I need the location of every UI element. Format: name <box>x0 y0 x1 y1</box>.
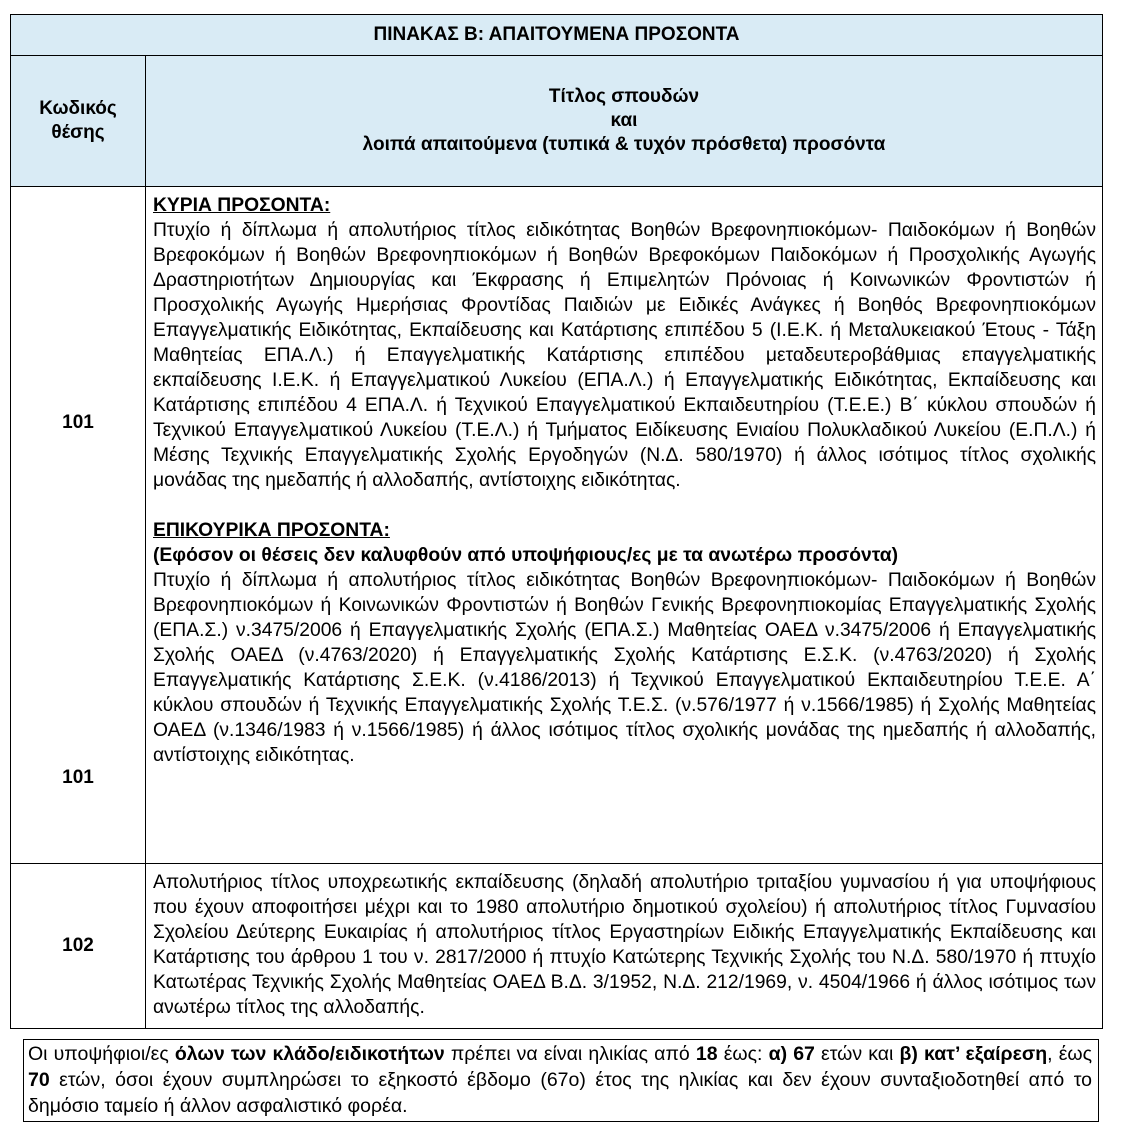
qualifications-table <box>10 14 1103 1029</box>
note-emphasis: όλων των κλάδο/ειδικοτήτων <box>174 1043 445 1065</box>
note-text: , έως <box>1047 1043 1093 1065</box>
age-requirement-note <box>23 1039 1099 1122</box>
note-emphasis: 70 <box>28 1069 50 1091</box>
table-title: ΠΙΝΑΚΑΣ Β: ΑΠΑΙΤΟΥΜΕΝΑ ΠΡΟΣΟΝΤΑ <box>11 15 1103 56</box>
note-text: πρέπει να είναι ηλικίας από <box>444 1043 696 1065</box>
note-emphasis: α) 67 <box>768 1043 815 1065</box>
header-qualification-title <box>146 56 1103 187</box>
note-text: ετών, όσοι έχουν συμπληρώσει το εξηκοστό έβδομο (67ο) έτος της ηλικίας και δεν έχουν συνταξιοδοτηθεί από το δημόσιο ταμείο ή άλλον ασφαλιστικό φορέα. <box>28 1069 1092 1117</box>
note-text: Οι υποψήφιοι/ες <box>28 1043 175 1065</box>
position-code-main: 101 <box>62 412 94 433</box>
header-title-line2: και <box>610 110 638 131</box>
qualification-content-cell <box>146 187 1103 864</box>
table-row <box>11 187 1103 864</box>
note-emphasis: β) κατ’ εξαίρεση <box>899 1043 1048 1065</box>
note-text: έως: <box>717 1043 769 1065</box>
aux-qualifications-condition: (Εφόσον οι θέσεις δεν καλυφθούν από υποψήφιους/ες με τα ανωτέρω προσόντα) <box>153 545 899 566</box>
note-text: ετών και <box>814 1043 900 1065</box>
table-row <box>11 864 1103 1029</box>
qualification-content-cell: Απολυτήριος τίτλος υποχρεωτικής εκπαίδευσης (δηλαδή απολυτήριο τριταξίου γυμνασίου ή για υποψήφιους που έχουν αποφοιτήσει μέχρι και το 1980 απολυτήριο δημοτικού σχολείου) ή απολυτήριος τίτλος Γυμνασίου Σχολείου Δεύτερης Ευκαιρίας ή απολυτήριος τίτλος Εργαστηρίων Ειδικής Επαγγελματικής Εκπαίδευσης και Κατάρτισης του άρθρου 1 του ν. 2817/2000 ή πτυχίο Κατώτερης Τεχνικής Σχολής του Ν.Δ. 580/1970 ή πτυχίο Κατωτέρας Τεχνικής Σχολής Μαθητείας ΟΑΕΔ Β.Δ. 3/1952, Ν.Δ. 212/1969, ν. 4504/1966 ή άλλος ισότιμος των ανωτέρω τίτλος της αλλοδαπής. <box>146 864 1103 1029</box>
note-emphasis: 18 <box>695 1043 718 1065</box>
position-code-cell: 102 <box>11 864 146 1029</box>
position-code-aux: 101 <box>62 767 94 788</box>
header-code-line2: θέσης <box>51 122 105 143</box>
main-qualifications-text: Πτυχίο ή δίπλωμα ή απολυτήριος τίτλος ειδικότητας Βοηθών Βρεφονηπιοκόμων- Παιδοκόμων ή Βοηθών Βρεφοκόμων ή Βοηθών Βρεφονηπιοκόμων ή Βοηθών Βρεφοκόμων Παιδοκόμων ή Προσχολικής Αγωγής Δραστηριοτήτων Δημιουργίας και Έκφρασης ή Επιμελητών Πρόνοιας ή Κοινωνικών Φροντιστών ή Προσχολικής Αγωγής Ημερήσιας Φροντίδας Παιδιών με Ειδικές Ανάγκες ή Βοηθός Βρεφονηπιοκόμων Επαγγελματικής Ειδικότητας, Εκπαίδευσης και Κατάρτισης επιπέδου 5 (Ι.Ε.Κ. ή Μεταλυκειακού Έτους - Τάξη Μαθητείας ΕΠΑ.Λ.) ή Επαγγελματικής Κατάρτισης επιπέδου μεταδευτεροβάθμιας επαγγελματικής εκπαίδευσης Ι.Ε.Κ. ή Επαγγελματικού Λυκείου (ΕΠΑ.Λ.) ή Επαγγελματικής Ειδικότητας, Εκπαίδευσης και Κατάρτισης επιπέδου 4 ΕΠΑ.Λ. ή Τεχνικού Επαγγελματικού Εκπαιδευτηρίου (Τ.Ε.Ε.) Β΄ κύκλου σπουδών ή Τεχνικού Επαγγελματικού Λυκείου (Τ.Ε.Λ.) ή Τμήματος Ειδίκευσης Ενιαίου Πολυκλαδικού Λυκείου (Ε.Π.Λ.) ή Μέσης Τεχνικής Επαγγελματικής Σχολής Εργοδηγών (Ν.Δ. 580/1970) ή άλλος ισότιμος τίτλος σχολικής μονάδας της ημεδαπής ή αλλοδαπής, αντίστοιχης ειδικότητας. <box>153 220 1096 491</box>
header-title-line1: Τίτλος σπουδών <box>548 86 700 107</box>
aux-qualifications-text: Πτυχίο ή δίπλωμα ή απολυτήριος τίτλος ειδικότητας Βοηθών Βρεφονηπιοκόμων- Παιδοκόμων ή Βοηθών Βρεφονηπιοκόμων ή Κοινωνικών Φροντιστών ή Βοηθών Γενικής Βρεφονηπιοκομίας Επαγγελματικής Σχολής (ΕΠΑ.Σ.) ν.3475/2006 ή Επαγγελματικής Σχολής (ΕΠΑ.Σ.) Μαθητείας ΟΑΕΔ ν.3475/2006 ή Επαγγελματικής Σχολής ΟΑΕΔ (ν.4763/2020) ή Επαγγελματικής Σχολής Κατάρτισης Ε.Σ.Κ. (ν.4763/2020) ή Σχολής Επαγγελματικής Κατάρτισης Σ.Ε.Κ. (ν.4186/2013) ή Τεχνικού Επαγγελματικού Εκπαιδευτηρίου Τ.Ε.Ε. Α΄ κύκλου σπουδών ή Τεχνικής Επαγγελματικής Σχολής Τ.Ε.Σ. (ν.576/1977 ή ν.1566/1985) ή Σχολής Μαθητείας ΟΑΕΔ (ν.1346/1983 ή ν.1566/1985) ή άλλος ισότιμος τίτλος σχολικής μονάδας της ημεδαπής ή αλλοδαπής, αντίστοιχης ειδικότητας. <box>153 570 1096 766</box>
header-title-line3: λοιπά απαιτούμενα (τυπικά & τυχόν πρόσθετα) προσόντα <box>362 134 886 155</box>
header-code-line1: Κωδικός <box>39 98 117 119</box>
aux-qualifications-heading: ΕΠΙΚΟΥΡΙΚΑ ΠΡΟΣΟΝΤΑ: <box>153 520 390 541</box>
header-position-code <box>11 56 146 187</box>
main-qualifications-heading: ΚΥΡΙΑ ΠΡΟΣΟΝΤΑ: <box>153 195 331 216</box>
position-code-cell <box>11 187 146 864</box>
